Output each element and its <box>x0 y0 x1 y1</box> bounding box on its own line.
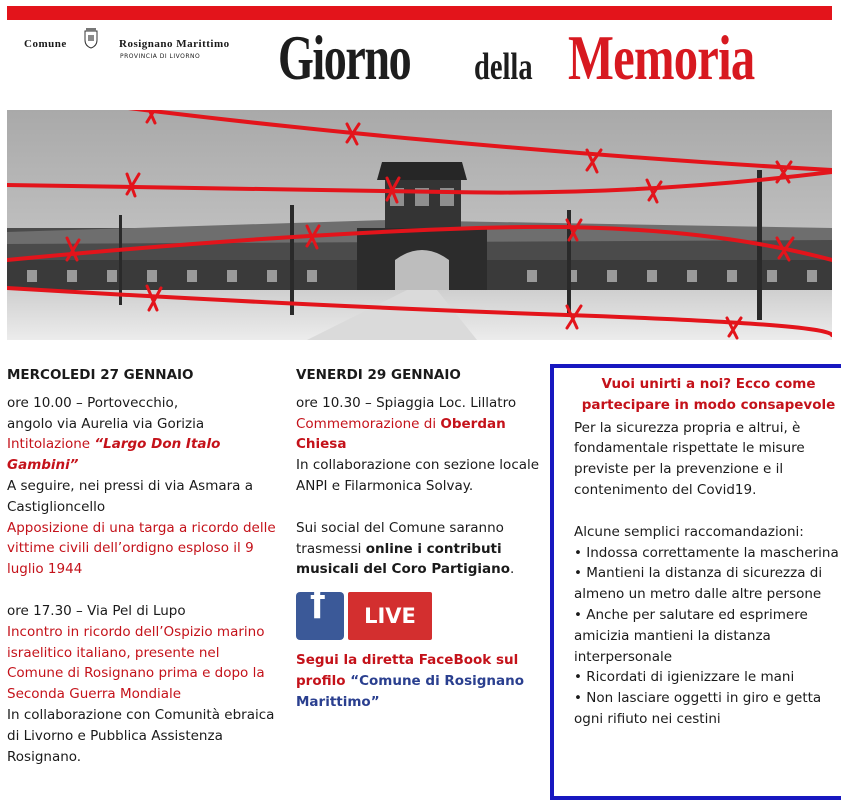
covid-box-heading: Vuoi unirti a noi? Ecco come partecipare in modo consapevole <box>581 376 836 413</box>
facebook-live-banner[interactable] <box>296 579 546 640</box>
logo-province-text: PROVINCIA DI LIVORNO <box>120 53 201 60</box>
event2-time: ore 17.30 – Via Pel di Lupo <box>7 602 186 619</box>
event2-collab: In collaborazione con Comunità ebraica di Livorno e Pubblica Assistenza Rosignano. <box>7 706 275 765</box>
event3-title-prefix: Commemorazione di <box>296 415 441 432</box>
event3-time: ore 10.30 – Spiaggia Loc. Lillatro <box>296 394 517 411</box>
event-column-wednesday <box>7 365 277 767</box>
social-text: Sui social del Comune saranno trasmessi <box>296 519 504 557</box>
title-word-della: della <box>474 46 533 88</box>
coat-of-arms-icon <box>82 27 100 49</box>
covid-rule-4: • Ricordati di igienizzare le mani <box>574 669 795 686</box>
top-red-bar <box>7 6 832 20</box>
covid-rule-5: • Non lasciare oggetti in giro e getta ogni rifiuto nei cestini <box>574 690 822 727</box>
facebook-icon-letter: f <box>310 579 325 629</box>
covid-rule-2: • Mantieni la distanza di sicurezza di almeno un metro dalle altre persone <box>574 565 823 603</box>
event-column-friday <box>296 365 546 713</box>
title-word-memoria: Memoria <box>568 22 755 93</box>
event3-title <box>296 414 546 456</box>
social-end: . <box>510 561 515 578</box>
covid-box-subtitle: Alcune semplici raccomandazioni: <box>574 523 804 540</box>
covid-box-intro: Per la sicurezza propria e altrui, è fondamentale rispettate le misure previste per la prevenzione e il contenimento del Covid19. <box>574 419 805 498</box>
municipality-logo <box>24 26 254 66</box>
event1-plaque: Apposizione di una targa a ricordo delle vittime civili dell’ordigno esploso il 9 luglio 1944 <box>7 519 276 578</box>
friday-heading: VENERDI 29 GENNAIO <box>296 367 461 383</box>
covid-rule-1: • Indossa correttamente la mascherina <box>574 544 839 561</box>
follow-red: Segui la diretta FaceBook sul profilo <box>296 652 519 689</box>
event1-place: angolo via Aurelia via Gorizia <box>7 415 205 432</box>
event1-followup: A seguire, nei pressi di via Asmara a Castiglioncello <box>7 477 254 515</box>
title-word-giorno: Giorno <box>278 22 411 93</box>
facebook-icon[interactable] <box>296 579 344 640</box>
event1-title-prefix: Intitolazione <box>7 436 95 453</box>
logo-comune-text: Comune <box>24 38 67 50</box>
wednesday-heading: MERCOLEDI 27 GENNAIO <box>7 367 194 383</box>
camp-photo-barbed-wire <box>7 110 832 340</box>
event1-title-name: “Largo Don Italo Gambini” <box>7 436 221 474</box>
event1-title <box>7 434 277 476</box>
event3-collab: In collaborazione con sezione locale ANPI e Filarmonica Solvay. <box>296 457 540 494</box>
event2-title: Incontro in ricordo dell’Ospizio marino israelitico italiano, presente nel Comune di Rosignano prima e dopo la Seconda Guerra Mondiale <box>7 623 265 703</box>
page-title <box>278 22 755 106</box>
logo-town-text: Rosignano Marittimo <box>119 38 230 50</box>
event3-title-name: Oberdan Chiesa <box>296 415 506 453</box>
live-badge[interactable]: LIVE <box>348 592 432 640</box>
covid-info-box <box>550 364 841 800</box>
covid-rule-3: • Anche per salutare ed esprimere amicizia mantieni la distanza interpersonale <box>574 606 808 665</box>
event1-time: ore 10.00 – Portovecchio, <box>7 394 179 411</box>
facebook-profile-link[interactable]: “Comune di Rosignano Marittimo” <box>296 672 525 710</box>
social-bold: online i contributi musicali del Coro Partigiano <box>296 540 511 578</box>
social-note <box>296 518 546 580</box>
facebook-follow-text <box>296 650 546 712</box>
